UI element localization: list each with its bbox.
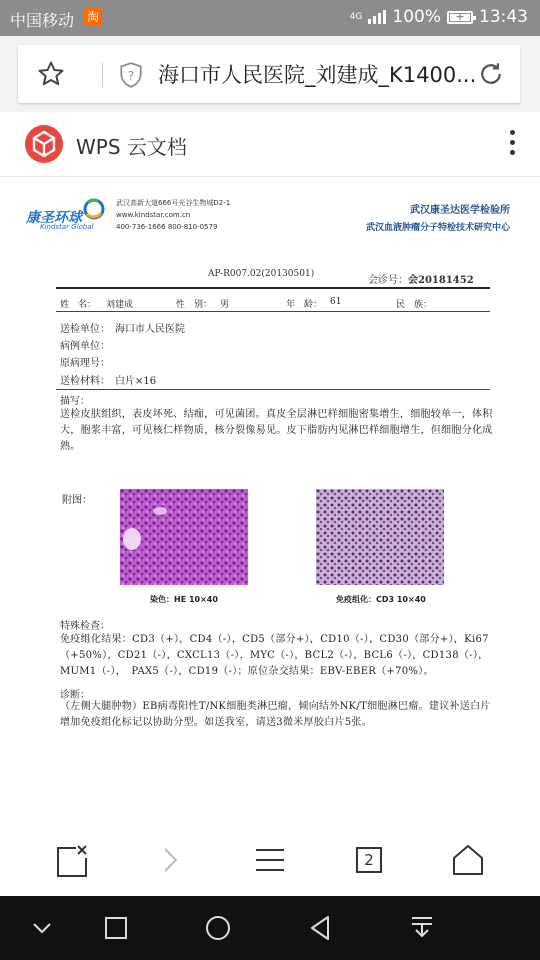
diagnosis-label: 诊断： [60,690,90,701]
diagnosis-text: （左侧大腿肿物）EB病毒阳性T/NK细胞类淋巴瘤，倾向结外NK/T细胞淋巴瘤。建议补送白片增加免疫组化标记以协助分型。如送我室，请送3微米厚胶白片5张。 [60,701,491,728]
taobao-notification-icon: 淘 [84,8,102,26]
divider [56,389,490,390]
carrier-name: 中国移动 [10,11,75,30]
browser-bottom-toolbar [0,826,540,896]
ethnic-label: 民 族： [396,300,433,310]
document-page [0,177,540,825]
consult-number [368,271,474,286]
divider [56,311,490,312]
figure1-caption: 染色：HE 10×40 [150,595,218,604]
notification-pull-icon[interactable] [406,912,438,944]
browser-toolbar [0,36,540,112]
institute-center: 武汉血液肿瘤分子特检技术研究中心 [365,223,510,233]
bookmark-star-icon[interactable] [36,59,66,89]
wps-title: WPS 云文档 [76,135,187,159]
network-type-label: 4G [349,11,363,22]
patient-sex: 男 [220,300,230,310]
patient-age: 61 [330,297,342,307]
lab-logo-icon [82,197,106,221]
svg-text:?: ? [127,68,135,83]
figure2-caption: 免疫组化：CD3 10×40 [336,595,426,604]
close-page-icon[interactable] [54,842,90,878]
name-label: 姓 名： [60,300,97,310]
divider [56,287,490,289]
consult-value: 会20181452 [408,275,474,286]
wps-logo-icon [24,124,64,164]
description-label: 描写： [60,396,90,407]
ihc-results: 免疫组化结果：CD3（+），CD4（-），CD5（部分+），CD10（-），CD30（部分+），Ki67（+50%），CD21（-），CXCL13（-），MYC（-），BCL2（-），BCL6（-），CD138（-），MUM1（-）， PAX5（-），CD19（-）；原位杂交结果：EBV-EBER（+70%）。 [60,634,489,677]
signal-icon [368,10,386,24]
lab-logo-subtitle: Kindstar Global [40,223,94,231]
address-bar[interactable] [18,45,520,103]
battery-percent: 100% [392,7,441,27]
figure-label: 附图： [62,495,92,506]
lab-address [116,197,230,233]
special-exam-label: 特殊检查： [60,621,110,632]
more-menu-icon[interactable] [508,130,516,158]
menu-icon[interactable] [252,842,288,878]
battery-icon: + [447,11,473,24]
reload-icon[interactable] [476,59,506,89]
address-line: 武汉高新大道666号光谷生物城D2-1 [116,199,231,207]
tab-count-button[interactable]: 2 [356,847,382,873]
he-stain-image [120,489,248,585]
institute-name: 武汉康圣达医学检验所 [410,205,510,216]
pathology-number: 原病理号： [60,358,110,369]
patient-name: 刘建成 [106,300,134,310]
clock: 13:43 [479,7,528,27]
page-title[interactable]: 海口市人民医院_刘建成_K1400... [158,63,477,87]
forward-icon[interactable] [152,842,188,878]
wps-header [0,112,540,177]
collapse-icon[interactable] [26,912,58,944]
recent-apps-icon[interactable] [100,912,132,944]
submit-material: 送检材料： 白片×16 [60,376,157,387]
lab-logo-name: 康圣环球 [26,210,82,226]
description-text: 送检皮肤组织，表皮坏死、结痂，可见菌团。真皮全层淋巴样细胞密集增生，细胞较单一，体积大，胞浆丰富，可见核仁样物质，核分裂像易见。皮下脂肪内见淋巴样细胞增生，但细胞分化成熟。 [60,409,493,452]
system-nav-bar [0,896,540,960]
form-number: AP-R007.02(20130501) [208,269,315,279]
phone-line: 400-736-1666 800-810-0579 [116,223,218,231]
age-label: 年 龄： [286,300,323,310]
ihc-stain-image [316,489,444,585]
divider [102,63,103,87]
submit-unit: 送检单位： 海口市人民医院 [60,324,185,335]
case-unit: 病例单位： [60,341,110,352]
sex-label: 性 别： [176,300,213,310]
website-line: www.kindstar.com.cn [116,211,191,219]
consult-label: 会诊号： [368,275,408,286]
home-circle-icon[interactable] [202,912,234,944]
status-bar [0,0,540,36]
back-triangle-icon[interactable] [304,912,336,944]
home-icon[interactable] [450,842,486,878]
security-shield-icon[interactable] [118,61,144,89]
